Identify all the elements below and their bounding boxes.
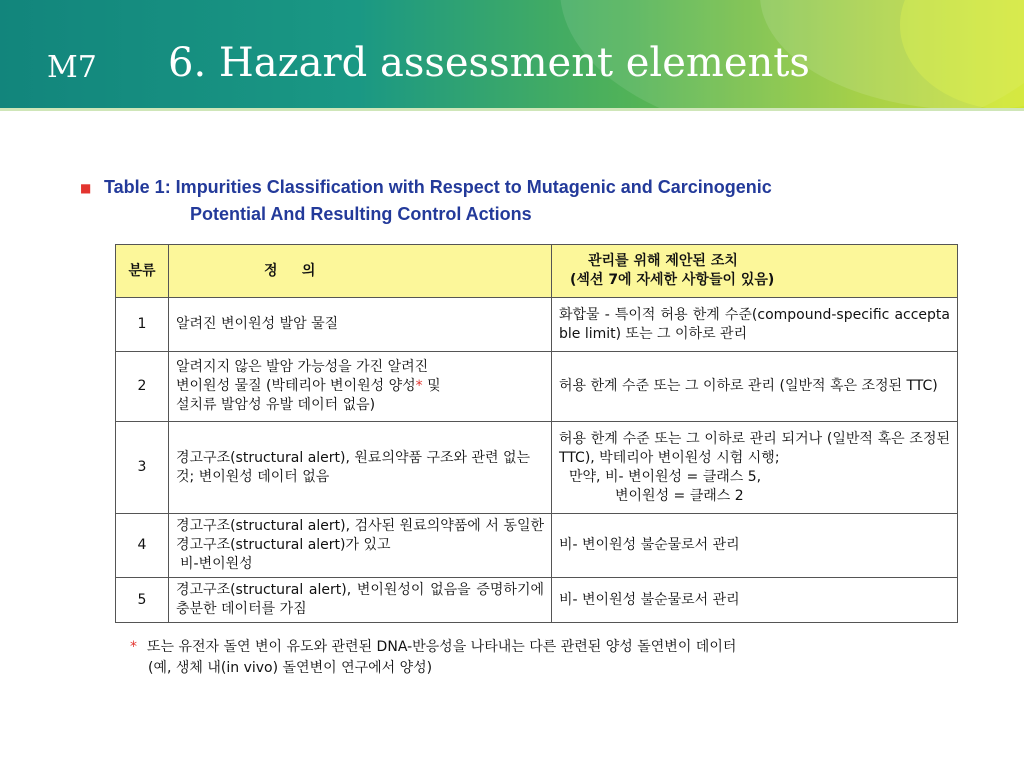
row-definition: 경고구조(structural alert), 원료의약품 구조와 관련 없는 것; 변이원성 데이터 없음: [169, 422, 552, 514]
row-class: 5: [116, 578, 169, 623]
definition-line: 설치류 발암성 유발 데이터 없음): [176, 397, 376, 413]
row-class: 3: [116, 422, 169, 514]
row-definition: 경고구조(structural alert), 변이원성이 없음을 증명하기에 충분한 데이터를 가짐: [169, 578, 552, 623]
table-row: [116, 514, 958, 578]
row-control: 비- 변이원성 불순물로서 관리: [552, 514, 958, 578]
row-class: 2: [116, 352, 169, 422]
table-header-row: [116, 245, 958, 298]
definition-line: 및: [422, 378, 441, 394]
slide-title: 6. Hazard assessment elements: [168, 40, 810, 86]
asterisk-mark: *: [415, 378, 423, 394]
definition-line: 경고구조(structural alert), 검사된 원료의약품에 서 동일한 경고구조(structural alert)가 있고: [176, 518, 544, 553]
square-bullet-icon: ■: [80, 181, 92, 195]
caption-line-1: Table 1: Impurities Classification with Respect to Mutagenic and Carcinogenic: [104, 177, 772, 197]
banner-divider: [0, 108, 1024, 111]
row-definition: [169, 352, 552, 422]
control-line: 허용 한계 수준 또는 그 이하로 관리 되거나 (일반적 혹은 조정된 TTC), 박테리아 변이원성 시험 시행;: [559, 430, 950, 466]
footnote: [130, 637, 736, 679]
control-line: 만약, 비- 변이원성 = 클래스 5,: [569, 468, 762, 485]
footnote-line-2: (예, 생체 내(in vivo) 돌연변이 연구에서 양성): [148, 660, 433, 676]
row-control: 화합물 - 특이적 허용 한계 수준(compound-specific acceptable limit) 또는 그 이하로 관리: [552, 298, 958, 352]
header-definition: 정 의: [169, 245, 552, 298]
header-class: 분류: [116, 245, 169, 298]
header-control-line-1: 관리를 위해 제안된 조치: [588, 253, 738, 269]
row-definition: [169, 514, 552, 578]
table-row: [116, 298, 958, 352]
row-control: [552, 422, 958, 514]
row-control: 비- 변이원성 불순물로서 관리: [552, 578, 958, 623]
classification-table: [115, 244, 958, 623]
header-control-line-2: (섹션 7에 자세한 사항들이 있음): [570, 272, 775, 288]
row-class: 1: [116, 298, 169, 352]
row-control: 허용 한계 수준 또는 그 이하로 관리 (일반적 혹은 조정된 TTC): [552, 352, 958, 422]
table-row: [116, 422, 958, 514]
footnote-line-1: 또는 유전자 돌연 변이 유도와 관련된 DNA-반응성을 나타내는 다른 관련된 양성 돌연변이 데이터: [147, 639, 737, 655]
definition-line: 변이원성 물질 (박테리아 변이원성 양성: [176, 378, 416, 394]
footnote-asterisk: *: [130, 639, 137, 655]
control-line: 변이원성 = 클래스 2: [615, 487, 744, 504]
row-definition: 알려진 변이원성 발암 물질: [169, 298, 552, 352]
header-control: [552, 245, 958, 298]
module-code: M7: [47, 50, 97, 85]
title-banner: [0, 0, 1024, 108]
caption-line-2: Potential And Resulting Control Actions: [190, 204, 532, 224]
row-class: 4: [116, 514, 169, 578]
definition-line: 알려지지 않은 발암 가능성을 가진 알려진: [176, 359, 429, 375]
table-caption: [104, 174, 949, 228]
table-row: [116, 578, 958, 623]
table-row: [116, 352, 958, 422]
definition-line: 비-변이원성: [180, 556, 253, 572]
